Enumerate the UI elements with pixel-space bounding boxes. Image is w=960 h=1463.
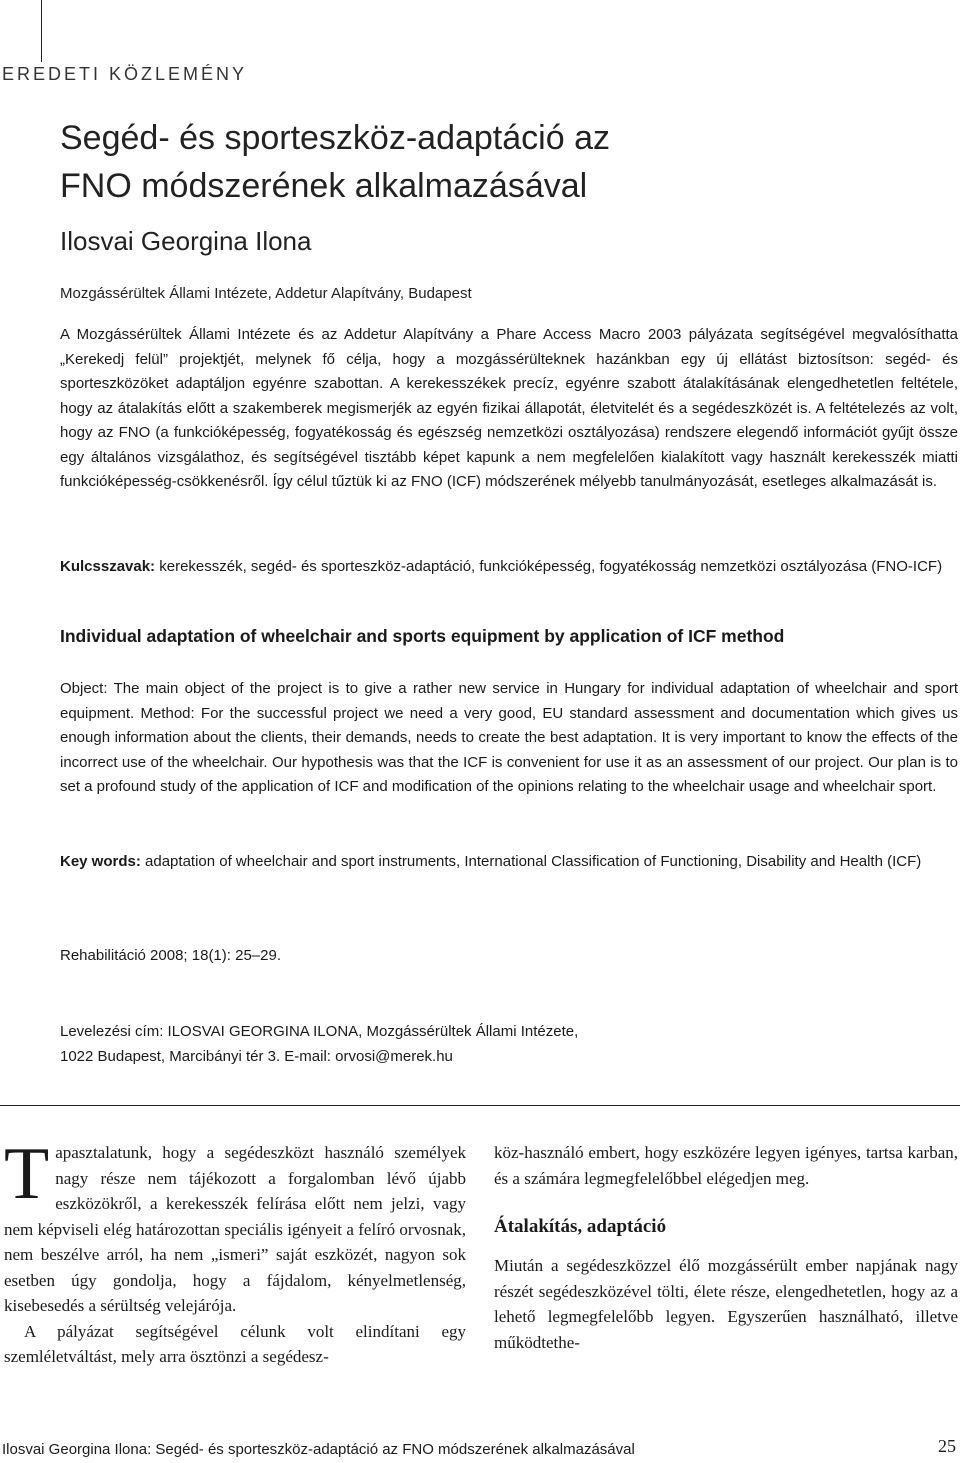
correspondence-line-1: Levelezési cím: ILOSVAI GEORGINA ILONA, Mozgássérültek Állami Intézete, — [60, 1023, 579, 1040]
drop-cap: T — [4, 1133, 50, 1215]
body-paragraph-1 — [4, 1133, 466, 1319]
header-vertical-rule — [41, 0, 42, 62]
keywords-hungarian — [60, 555, 958, 579]
correspondence-line-2: 1022 Budapest, Marcibányi tér 3. E-mail: orvosi@merek.hu — [60, 1048, 453, 1065]
section-label: EREDETI KÖZLEMÉNY — [2, 64, 248, 84]
author-name: Ilosvai Georgina Ilona — [60, 226, 312, 256]
body-paragraph-2: A pályázat segítségével célunk volt elindítani egy szemléletváltást, mely arra ösztönzi a segédesz- — [4, 1321, 466, 1366]
english-title: Individual adaptation of wheelchair and sports equipment by application of ICF method — [60, 626, 785, 646]
section-heading: Átalakítás, adaptáció — [494, 1216, 667, 1237]
author-affiliation: Mozgássérültek Állami Intézete, Addetur Alapítvány, Budapest — [60, 285, 472, 302]
keywords-english — [60, 850, 958, 874]
article-title-line-2: FNO módszerének alkalmazásával — [60, 167, 588, 205]
running-footer: Ilosvai Georgina Ilona: Segéd- és sporteszköz-adaptáció az FNO módszerének alkalmazásával — [2, 1441, 635, 1458]
abstract-english: Object: The main object of the project is to give a rather new service in Hungary for individual adaptation of wheelchair and sport equipment. Method: For the successful project we need a very good, EU standard assessment and documentation which gives us enough information about the clients, their demands, needs to create the best adaptation. It is very important to know the effects of the incorrect use of the wheelchair. Our hypothesis was that the ICF is convenient for use it as an assessment of our project. Our plan is to set a profound study of the application of ICF and modification of the opinions relating to the wheelchair usage and wheelchair sport. — [60, 680, 958, 795]
body-paragraph-1-text: apasztalatunk, hogy a segédeszközt használó személyek nagy része nem tájékozott a forgalomban lévő újabb eszközökről, a kerekesszék felírása előtt nem jelzi, vagy nem képviseli elég határozottan speciális igényeit a felíró orvosnak, nem beszélve arról, ha nem „ismeri” saját eszközét, nagyon sok esetben úgy gondolja, hogy a fájdalom, kényelmetlenség, kisebesedés a sérültség velejárója. — [4, 1143, 466, 1315]
article-title-line-1: Segéd- és sporteszköz-adaptáció az — [60, 119, 610, 157]
citation: Rehabilitáció 2008; 18(1): 25–29. — [60, 947, 281, 964]
article-title — [60, 114, 610, 210]
keywords-hungarian-label: Kulcsszavak: — [60, 558, 156, 575]
keywords-english-text: adaptation of wheelchair and sport instruments, International Classification of Functioning, Disability and Health (ICF) — [140, 853, 922, 870]
keywords-english-label: Key words: — [60, 853, 141, 870]
body-paragraph-3: köz-használó embert, hogy eszközére legyen igényes, tartsa karban, és a számára legmegfelelőbbel elégedjen meg. — [494, 1143, 958, 1188]
body-right-column — [494, 1140, 958, 1355]
body-paragraph-4: Miután a segédeszközzel élő mozgássérült ember napjának nagy részét segédeszközével tölti, élete része, elengedhetetlen, hogy az a lehető legmegfelelőbb legyen. Egyszerűen használható, illetve működtethe- — [494, 1256, 958, 1352]
abstract-hungarian: A Mozgássérültek Állami Intézete és az Addetur Alapítvány a Phare Access Macro 2003 pályázata segítségével megvalósíthatta „Kerekedj felül” projektjét, melynek fő célja, hogy a mozgássérülteknek hazánkban egy új ellátást biztosítson: segéd- és sporteszközöket adaptáljon egyénre szabottan. A kerekesszékek precíz, egyénre szabott átalakításának elengedhetetlen feltétele, hogy az átalakítás előtt a szakemberek megismerjék az egyén fizikai állapotát, életvitelét és a segédeszközét is. A feltételezés az volt, hogy az FNO (a funkcióképesség, fogyatékosság és egészség nemzetközi osztályozása) rendszere elegendő információt gyűjt össze egy általános vizsgálathoz, és segítségével tisztább képet kapunk a nem megfelelően kialakított vagy használt kerekesszék miatti funkcióképesség-csökkenésről. Így célul tűztük ki az FNO (ICF) módszerének mélyebb tanulmányozását, esetleges alkalmazását is. — [60, 326, 958, 490]
correspondence-address — [60, 1019, 958, 1069]
body-divider — [0, 1105, 960, 1106]
body-left-column — [4, 1133, 466, 1370]
page-number: 25 — [938, 1436, 956, 1456]
keywords-hungarian-text: kerekesszék, segéd- és sporteszköz-adaptáció, funkcióképesség, fogyatékosság nemzetközi osztályozása (FNO-ICF) — [155, 558, 943, 575]
